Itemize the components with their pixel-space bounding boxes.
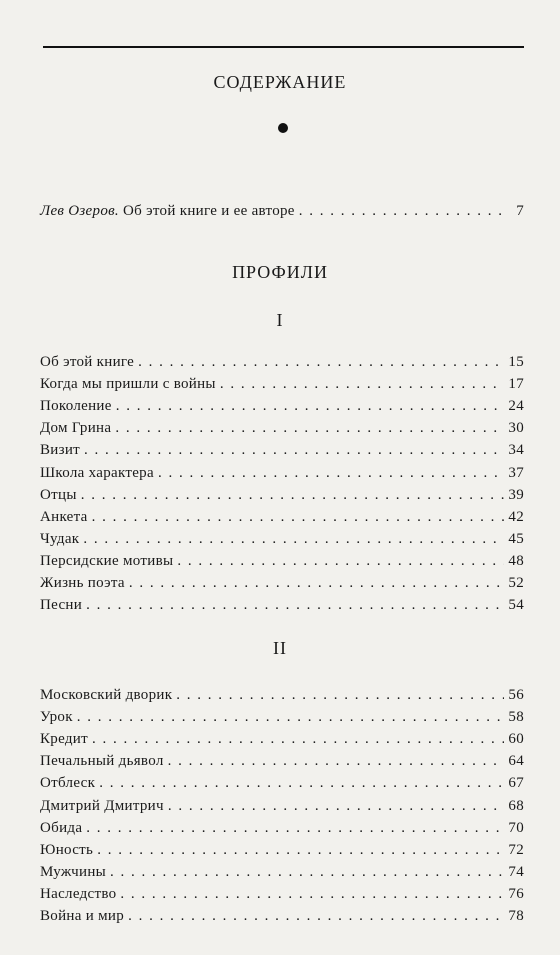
toc-entry-title: Наследство — [40, 885, 117, 902]
toc-entry — [40, 417, 524, 439]
toc-entry — [40, 351, 524, 373]
toc-entry-page: 68 — [508, 797, 524, 814]
part-title: ПРОФИЛИ — [232, 262, 328, 282]
toc-entry — [40, 728, 524, 750]
toc-leader-dots — [128, 905, 504, 927]
toc-entry-title: Отцы — [40, 486, 77, 503]
toc-leader-dots — [99, 772, 504, 794]
toc-entry-page: 52 — [508, 575, 524, 591]
page-title: СОДЕРЖАНИЕ — [213, 72, 347, 92]
section-numeral-2: II — [273, 638, 287, 658]
toc-entry-title: Дом Грина — [40, 420, 112, 437]
toc-entry-title: Московский дворик — [40, 687, 173, 703]
toc-entry — [40, 706, 524, 728]
toc-entry — [40, 795, 524, 817]
toc-entry-title: Песни — [40, 597, 83, 614]
top-rule — [43, 46, 524, 48]
toc-leader-dots — [168, 750, 505, 772]
toc-leader-dots — [86, 817, 504, 839]
toc-entry-title: Печальный дьявол — [40, 753, 164, 770]
toc-entry-title: Война и мир — [40, 908, 125, 924]
toc-leader-dots — [158, 462, 504, 484]
toc-entry — [40, 484, 524, 506]
toc-entry-page: 37 — [508, 464, 524, 481]
toc-entry-title: Когда мы пришли с войны — [40, 376, 216, 393]
toc-entry — [40, 373, 524, 395]
toc-entry-title: Кредит — [40, 731, 88, 748]
toc-entry — [40, 462, 524, 484]
toc-entry-page: 64 — [508, 753, 524, 770]
toc-entry — [40, 750, 524, 772]
toc-entry-title: Жизнь поэта — [40, 575, 125, 591]
toc-leader-dots — [129, 572, 505, 594]
toc-entry-page: 72 — [508, 841, 524, 858]
toc-entry-page: 42 — [508, 508, 524, 525]
toc-entry-page: 70 — [508, 819, 524, 836]
toc-leader-dots — [110, 861, 504, 883]
toc-leader-dots — [176, 684, 504, 706]
toc-entry-page: 7 — [516, 203, 524, 219]
toc-entry-title: Персидские мотивы — [40, 552, 174, 569]
toc-entry-title: Урок — [40, 709, 73, 726]
toc-leader-dots — [83, 528, 504, 550]
toc-leader-dots — [120, 883, 504, 905]
toc-entry-page: 17 — [508, 376, 524, 393]
toc-leader-dots — [81, 484, 505, 506]
toc-entry — [40, 817, 524, 839]
toc-entry — [40, 572, 524, 594]
toc-entry-title: Анкета — [40, 508, 88, 525]
toc-entry-author: Лев Озеров. — [40, 203, 119, 219]
toc-leader-dots — [116, 395, 505, 417]
toc-entry-title: Обида — [40, 819, 83, 836]
toc-leader-dots — [220, 373, 505, 395]
toc-entry — [40, 528, 524, 550]
toc-leader-dots — [168, 795, 505, 817]
toc-leader-dots — [299, 200, 506, 222]
toc-leader-dots — [138, 351, 504, 373]
toc-entry-title: Дмитрий Дмитрич — [40, 797, 164, 814]
toc-entry — [40, 861, 524, 883]
toc-entry-page: 58 — [508, 709, 524, 726]
toc-entry-page: 30 — [508, 420, 524, 437]
toc-leader-dots — [92, 506, 505, 528]
toc-entry-page: 24 — [508, 398, 524, 415]
toc-leader-dots — [115, 417, 504, 439]
toc-entry-title: Мужчины — [40, 863, 107, 880]
toc-leader-dots — [77, 706, 505, 728]
toc-entry-page: 60 — [508, 731, 524, 748]
toc-entry-label — [40, 200, 295, 222]
toc-entry-title: Визит — [40, 442, 81, 459]
toc-entry-intro — [40, 200, 524, 222]
toc-entry — [40, 439, 524, 461]
toc-leader-dots — [86, 594, 504, 616]
toc-entry-title: Отблеск — [40, 775, 96, 792]
toc-leader-dots — [84, 439, 504, 461]
toc-leader-dots — [92, 728, 504, 750]
toc-entry-page: 34 — [508, 442, 524, 459]
toc-entry-page: 56 — [508, 687, 524, 703]
toc-entry-page: 39 — [508, 486, 524, 503]
toc-entry-page: 74 — [508, 863, 524, 880]
toc-entry — [40, 839, 524, 861]
toc-entry-page: 76 — [508, 885, 524, 902]
toc-entry-title: Чудак — [40, 530, 80, 547]
toc-entry — [40, 550, 524, 572]
toc-entry-title: Об этой книге и ее авторе — [123, 203, 295, 219]
toc-entry — [40, 772, 524, 794]
toc-entry-title: Школа характера — [40, 464, 154, 481]
toc-entry — [40, 905, 524, 927]
toc-entry — [40, 684, 524, 706]
toc-entry — [40, 506, 524, 528]
toc-entry — [40, 883, 524, 905]
section-numeral-1: I — [276, 310, 284, 330]
bullet-ornament — [278, 123, 288, 133]
toc-entry-title: Поколение — [40, 398, 112, 415]
toc-entry — [40, 395, 524, 417]
toc-entry-title: Об этой книге — [40, 354, 135, 370]
toc-entry — [40, 594, 524, 616]
toc-entry-page: 54 — [508, 597, 524, 614]
toc-entry-page: 45 — [508, 530, 524, 547]
toc-entry-page: 15 — [508, 354, 524, 370]
toc-entry-page: 48 — [508, 552, 524, 569]
toc-leader-dots — [97, 839, 504, 861]
toc-entry-page: 78 — [508, 908, 524, 924]
toc-entry-page: 67 — [508, 775, 524, 792]
toc-leader-dots — [177, 550, 504, 572]
toc-entry-title: Юность — [40, 841, 94, 858]
